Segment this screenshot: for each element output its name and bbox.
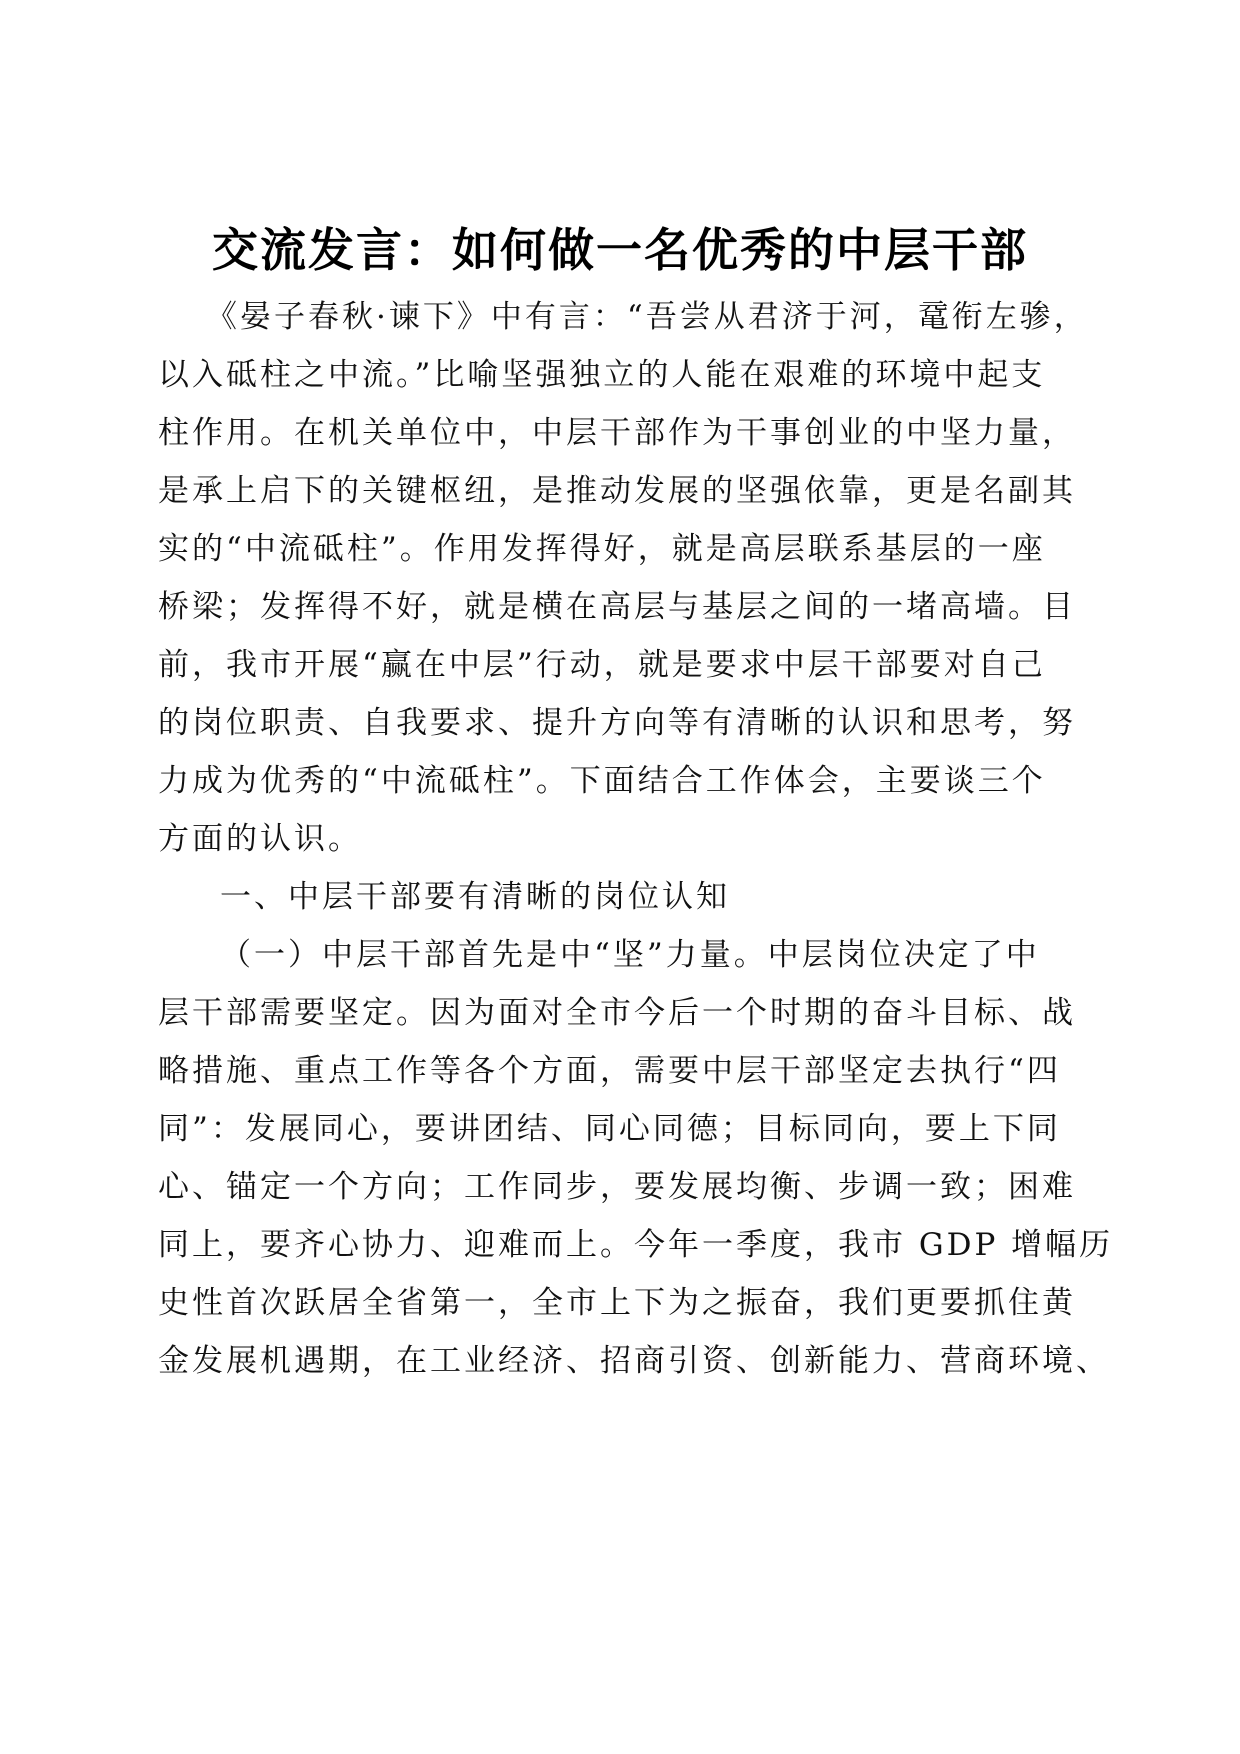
body-line-12: （一）中层干部首先是中“坚”力量。中层岗位决定了中 (220, 937, 1040, 973)
body-line-8: 的岗位职责、自我要求、提升方向等有清晰的认识和思考，努 (158, 705, 1076, 741)
body-line-4: 是承上启下的关键枢纽，是推动发展的坚强依靠，更是名副其 (158, 473, 1076, 509)
body-line-7: 前，我市开展“赢在中层”行动，就是要求中层干部要对自己 (158, 647, 1046, 683)
body-line-10: 方面的认识。 (158, 821, 362, 857)
body-line-13: 层干部需要坚定。因为面对全市今后一个时期的奋斗目标、战 (158, 995, 1076, 1031)
body-line-14: 略措施、重点工作等各个方面，需要中层干部坚定去执行“四 (158, 1053, 1061, 1089)
body-line-19: 金发展机遇期，在工业经济、招商引资、创新能力、营商环境、 (158, 1343, 1110, 1379)
body-line-6: 桥梁；发挥得不好，就是横在高层与基层之间的一堵高墙。目 (158, 589, 1076, 625)
body-line-5: 实的“中流砥柱”。作用发挥得好，就是高层联系基层的一座 (158, 531, 1046, 567)
body-line-16: 心、锚定一个方向；工作同步，要发展均衡、步调一致；困难 (158, 1169, 1076, 1205)
document-title: 交流发言：如何做一名优秀的中层干部 (212, 223, 1028, 277)
body-line-17: 同上，要齐心协力、迎难而上。今年一季度，我市 GDP 增幅历 (158, 1227, 1114, 1263)
body-line-9: 力成为优秀的“中流砥柱”。下面结合工作体会，主要谈三个 (158, 763, 1046, 799)
body-line-15: 同”：发展同心，要讲团结、同心同德；目标同向，要上下同 (158, 1111, 1061, 1147)
body-line-1: 《晏子春秋·谏下》中有言：“吾尝从君济于河，鼋衔左骖， (206, 299, 1088, 335)
section-heading-1: 一、中层干部要有清晰的岗位认知 (220, 879, 730, 915)
body-line-3: 柱作用。在机关单位中，中层干部作为干事创业的中坚力量， (158, 415, 1076, 451)
body-line-18: 史性首次跃居全省第一，全市上下为之振奋，我们更要抓住黄 (158, 1285, 1076, 1321)
body-line-2: 以入砥柱之中流。”比喻坚强独立的人能在艰难的环境中起支 (158, 357, 1046, 393)
